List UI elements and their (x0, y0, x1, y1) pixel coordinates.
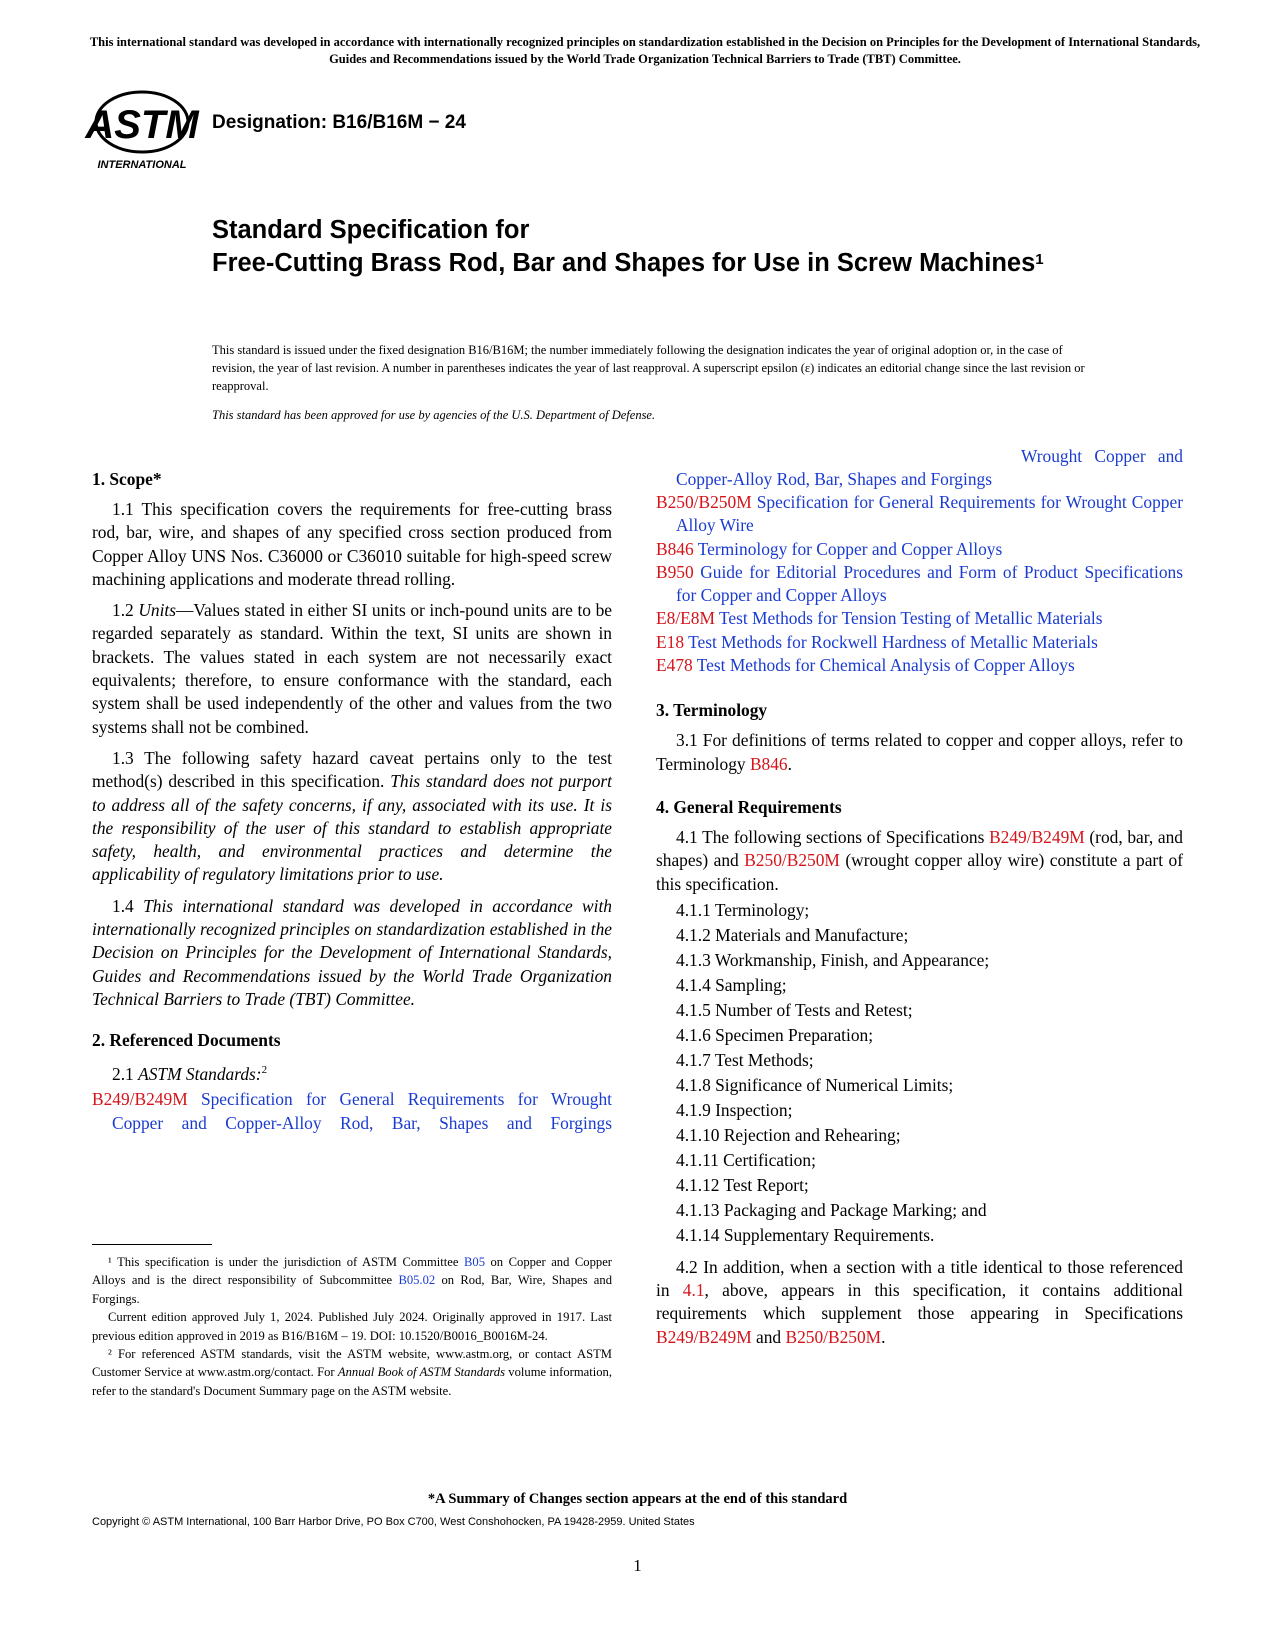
page-number: 1 (633, 1556, 642, 1575)
scope-1-2: 1.2 Units—Values stated in either SI units or inch-pound units are to be regarded separately as standard. Within the text, SI units are shown in brackets. The values stated in each system are not necessarily exact equivalents; therefore, to ensure conformance with the standard, each system shall be used independently of the other and values from the two systems shall not be combined. (92, 600, 612, 737)
general-4-2: 4.2 In addition, when a section with a title identical to those referenced in 4.1, above, appears in this specification, it contains additional requirements which supplement those appearing in Specifications B249/B249M and B250/B250M. (656, 1256, 1183, 1347)
logo-text: INTERNATIONAL (97, 159, 187, 171)
list-item: 4.1.12 Test Report; (676, 1174, 809, 1195)
link-b250-2[interactable]: B250/B250M (785, 1326, 882, 1347)
link-4-1[interactable]: 4.1 (682, 1280, 705, 1301)
dod-note: This standard has been approved for use by agencies of the U.S. Department of Defense. (212, 408, 656, 422)
astm-logo-icon (85, 84, 199, 174)
issuance-note: This standard is issued under the fixed designation B16/B16M; the number immediately following the designation indicates the year of original adoption or, in the case of revision, the year of last revision. A number in parentheses indicates the year of last reapproval. A superscript epsilon (ε) indicates an editorial change since the last revision or reapproval. (212, 343, 1085, 393)
list-item: 4.1.7 Test Methods; (676, 1049, 814, 1070)
link-b846[interactable]: B846 (749, 753, 788, 774)
scope-heading: 1. Scope* (92, 469, 162, 489)
title-line2: Free-Cutting Brass Rod, Bar and Shapes for Use in Screw Machines$^1$ (212, 249, 1044, 277)
link-b05[interactable]: B05 (464, 1255, 485, 1269)
list-item: 4.1.5 Number of Tests and Retest; (676, 999, 913, 1020)
list-item: 4.1.8 Significance of Numerical Limits; (676, 1074, 954, 1095)
link-b249-2[interactable]: B249/B249M (656, 1326, 752, 1347)
summary-note: *A Summary of Changes section appears at the end of this standard (427, 1491, 848, 1507)
general-heading: 4. General Requirements (656, 796, 842, 817)
left-column (92, 468, 613, 1133)
top-notice: This international standard was developed in accordance with internationally recognized principles on standardization established in the Decision on Principles for the Development of International Standards, Guides and Recommendations issued by the World Trade Organization Technical Barriers to Trade (TBT) Committee. (89, 35, 1201, 66)
terminology-heading: 3. Terminology (656, 700, 768, 721)
list-item: 4.1.11 Certification; (676, 1149, 816, 1170)
general-4-1-list (676, 898, 1183, 1248)
footnotes (92, 1253, 612, 1400)
list-item: 4.1.13 Packaging and Package Marking; and (676, 1199, 987, 1220)
footnote-2: ² For referenced ASTM standards, visit the ASTM website, www.astm.org, or contact ASTM Customer Service at www.astm.org/contact. For Annual Book of ASTM Standards volume information, refer to the standard's Document Summary page on the ASTM website. (92, 1347, 612, 1398)
list-item: 4.1.1 Terminology; (676, 899, 810, 920)
title-footnote-marker: 1 (1035, 251, 1044, 268)
title-line1: Standard Specification for (212, 216, 530, 244)
list-item: 4.1.10 Rejection and Rehearing; (676, 1124, 901, 1145)
list-item: 4.1.14 Supplementary Requirements. (676, 1224, 935, 1245)
footnote-1: ¹ This specification is under the jurisdiction of ASTM Committee B05 on Copper and Copper Alloys and is the direct responsibility of Subcommittee B05.02 on Rod, Bar, Wire, Shapes and Forgings. (92, 1255, 612, 1306)
general-4-1: 4.1 The following sections of Specifications B249/B249M (rod, bar, and shapes) and B250/B250M (wrought copper alloy wire) constitute a part of this specification. (656, 826, 1183, 894)
logo-mark: ASTM (85, 103, 199, 147)
ref-e478[interactable]: E478 Test Methods for Chemical Analysis of Copper Alloys (656, 655, 1075, 676)
ref-b846[interactable]: B846 Terminology for Copper and Copper Alloys (656, 538, 1003, 559)
ref-e18[interactable]: E18 Test Methods for Rockwell Hardness of Metallic Materials (656, 631, 1098, 652)
scope-1-3: 1.3 The following safety hazard caveat pertains only to the test method(s) described in this specification. This standard does not purport to address all of the safety concerns, if any, associated with its use. It is the responsibility of the user of this standard to establish appropriate safety, health, and environmental practices and determine the applicability of regulatory limitations prior to use. (92, 747, 613, 885)
designation: Designation: B16/B16M − 24 (212, 112, 466, 133)
ref-b249-continued[interactable]: Wrought Copper and Copper-Alloy Rod, Bar, Shapes and Forgings (676, 446, 1183, 490)
link-b249[interactable]: B249/B249M (989, 826, 1085, 847)
link-b05-02[interactable]: B05.02 (398, 1273, 436, 1288)
link-b250[interactable]: B250/B250M (744, 850, 840, 871)
list-item: 4.1.2 Materials and Manufacture; (676, 924, 909, 945)
scope-1-4: 1.4 This international standard was developed in accordance with internationally recognized principles on standardization established in the Decision on Principles for the Development of International Standards, Guides and Recommendations issued by the World Trade Organization Technical Barriers to Trade (TBT) Committee. (92, 895, 612, 1009)
ref-e8[interactable]: E8/E8M Test Methods for Tension Testing of Metallic Materials (656, 608, 1103, 629)
right-column (656, 446, 1183, 1357)
list-item: 4.1.4 Sampling; (676, 974, 787, 995)
ref-b250[interactable]: B250/B250M Specification for General Requirements for Wrought Copper Alloy Wire (656, 492, 1183, 536)
footnote-1-edition: Current edition approved July 1, 2024. Published July 2024. Originally approved in 1917. Last previous edition approved in 2019 as B16/B16M – 19. DOI: 10.1520/B0016_B0016M-24. (92, 1310, 612, 1343)
document-title (212, 214, 1112, 280)
terminology-3-1: 3.1 For definitions of terms related to copper and copper alloys, refer to Terminology B846. (656, 730, 1183, 774)
list-item: 4.1.3 Workmanship, Finish, and Appearance; (676, 949, 990, 970)
referenced-heading: 2. Referenced Documents (92, 1030, 281, 1051)
ref-b950[interactable]: B950 Guide for Editorial Procedures and Form of Product Specifications for Copper and Copper Alloys (656, 561, 1183, 606)
ref-b249[interactable]: B249/B249M Specification for General Requirements for Wrought Copper and Copper-Alloy Rod, Bar, Shapes and Forgings (92, 1089, 612, 1133)
referenced-2-1: 2.1 ASTM Standards:$^2$ (112, 1064, 268, 1085)
list-item: 4.1.6 Specimen Preparation; (676, 1024, 874, 1045)
scope-1-1: 1.1 This specification covers the requirements for free-cutting brass rod, bar, wire, and shapes of any specified cross section produced from Copper Alloy UNS Nos. C36000 or C36010 suitable for high-speed screw machining applications and moderate thread rolling. (92, 499, 612, 589)
copyright: Copyright © ASTM International, 100 Barr Harbor Drive, PO Box C700, West Conshohocken, PA 19428-2959. United States (92, 1516, 695, 1528)
list-item: 4.1.9 Inspection; (676, 1099, 793, 1120)
footnote-divider (92, 1244, 212, 1245)
